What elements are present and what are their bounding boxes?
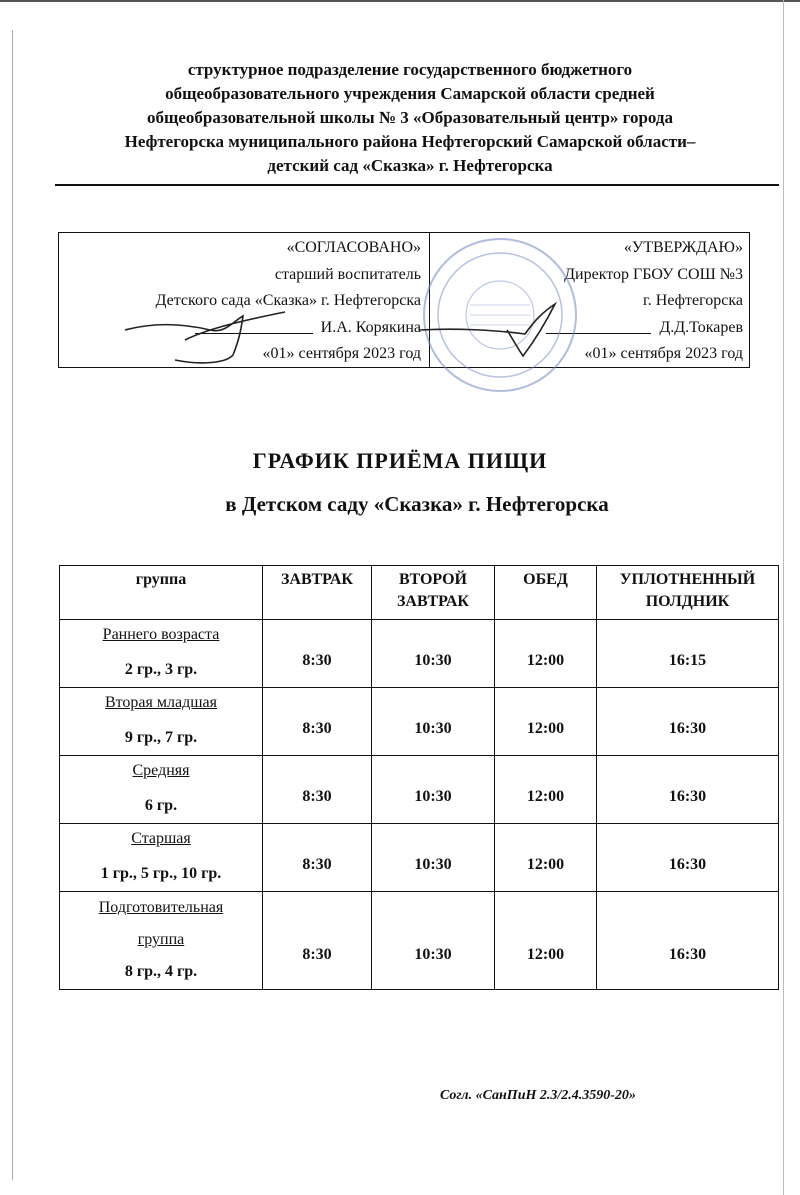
- group-name-line2: группа: [137, 931, 185, 948]
- approved-date: «01» сентября 2023 год: [584, 345, 743, 362]
- group-cell: [60, 620, 263, 688]
- approved-position: Директор ГБОУ СОШ №3: [564, 265, 743, 283]
- snack-cell: [597, 892, 779, 990]
- header-line: структурное подразделение государственного бюджетного: [187, 60, 633, 79]
- breakfast-cell: [263, 756, 372, 824]
- second-breakfast-cell: [372, 688, 495, 756]
- agreed-name: И.А. Корякина: [320, 318, 421, 336]
- snack-cell: [597, 824, 779, 892]
- snack-time: 16:30: [668, 720, 707, 737]
- breakfast-cell: [263, 892, 372, 990]
- scan-edge-left: [12, 30, 13, 1180]
- second-breakfast-time: 10:30: [414, 946, 452, 963]
- document-title: ГРАФИК ПРИЁМА ПИЩИ: [252, 448, 548, 473]
- breakfast-time: 8:30: [302, 720, 332, 737]
- agreed-date: «01» сентября 2023 год: [262, 345, 421, 362]
- breakfast-cell: [263, 620, 372, 688]
- agreed-column: [61, 235, 421, 368]
- snack-cell: [597, 688, 779, 756]
- second-breakfast-time: 10:30: [414, 856, 452, 873]
- column-header-group: группа: [60, 566, 263, 620]
- column-header-lunch: ОБЕД: [495, 566, 597, 620]
- sanpin-note: Согл. «СанПиН 2.3/2.4.3590-20»: [440, 1088, 636, 1103]
- signature-line: [546, 317, 651, 334]
- agreed-signature-row: [61, 315, 421, 342]
- header-line: общеобразовательного учреждения Самарской области средней: [165, 84, 655, 103]
- group-cell: [60, 688, 263, 756]
- breakfast-cell: [263, 688, 372, 756]
- approval-divider: [429, 233, 430, 367]
- group-cell: [60, 824, 263, 892]
- lunch-cell: [495, 688, 597, 756]
- group-name: Раннего возраста: [102, 626, 220, 643]
- column-header-snack: УПЛОТНЕННЫЙ ПОЛДНИК: [597, 566, 779, 620]
- snack-time: 16:15: [668, 652, 707, 669]
- group-name: Средняя: [132, 762, 190, 779]
- second-breakfast-cell: [372, 824, 495, 892]
- group-cell: [60, 756, 263, 824]
- column-header-second-breakfast: ВТОРОЙ ЗАВТРАК: [372, 566, 495, 620]
- group-numbers: 8 гр., 4 гр.: [124, 963, 198, 980]
- lunch-time: 12:00: [526, 720, 565, 737]
- second-breakfast-time: 10:30: [414, 652, 452, 669]
- breakfast-time: 8:30: [302, 856, 332, 873]
- group-cell: [60, 892, 263, 990]
- snack-cell: [597, 756, 779, 824]
- group-numbers: 9 гр., 7 гр.: [124, 729, 198, 746]
- lunch-time: 12:00: [526, 788, 565, 805]
- group-numbers: 1 гр., 5 гр., 10 гр.: [100, 865, 222, 882]
- table-row: [60, 620, 779, 688]
- approved-name: Д.Д.Токарев: [659, 318, 743, 336]
- snack-cell: [597, 620, 779, 688]
- breakfast-time: 8:30: [302, 788, 332, 805]
- approved-org: г. Нефтегорска: [643, 292, 743, 309]
- lunch-cell: [495, 756, 597, 824]
- table-row: [60, 824, 779, 892]
- group-numbers: 2 гр., 3 гр.: [124, 661, 198, 678]
- snack-time: 16:30: [668, 946, 707, 963]
- table-row: [60, 756, 779, 824]
- organization-header: [40, 58, 780, 178]
- header-divider: [55, 184, 779, 186]
- table-row: [60, 892, 779, 990]
- lunch-cell: [495, 892, 597, 990]
- group-name: Вторая младшая: [104, 694, 218, 711]
- scan-edge-right: [783, 0, 784, 1195]
- signature-line: [195, 317, 313, 334]
- approved-heading: «УТВЕРЖДАЮ»: [623, 239, 743, 256]
- approval-block: [58, 232, 750, 368]
- approved-signature-row: [433, 315, 743, 342]
- lunch-time: 12:00: [526, 946, 565, 963]
- lunch-cell: [495, 620, 597, 688]
- meal-schedule-table: [59, 565, 779, 990]
- lunch-cell: [495, 824, 597, 892]
- second-breakfast-time: 10:30: [414, 720, 452, 737]
- agreed-heading: «СОГЛАСОВАНО»: [286, 239, 421, 256]
- header-line: общеобразовательной школы № 3 «Образовательный центр» города: [146, 108, 674, 127]
- table-header-row: [60, 566, 779, 620]
- second-breakfast-cell: [372, 620, 495, 688]
- snack-time: 16:30: [668, 856, 707, 873]
- breakfast-time: 8:30: [302, 652, 332, 669]
- scan-edge-top: [0, 0, 800, 2]
- second-breakfast-time: 10:30: [414, 788, 452, 805]
- agreed-position: старший воспитатель: [274, 265, 421, 283]
- header-line: Нефтегорска муниципального района Нефтегорский Самарской области–: [124, 132, 696, 151]
- document-subtitle: в Детском саду «Сказка» г. Нефтегорска: [225, 492, 609, 516]
- second-breakfast-cell: [372, 892, 495, 990]
- column-header-breakfast: ЗАВТРАК: [263, 566, 372, 620]
- agreed-org: Детского сада «Сказка» г. Нефтегорска: [155, 292, 421, 309]
- approved-column: [433, 235, 743, 368]
- group-name: Подготовительная: [98, 899, 224, 916]
- group-numbers: 6 гр.: [144, 797, 178, 814]
- snack-time: 16:30: [668, 788, 707, 805]
- header-line: детский сад «Сказка» г. Нефтегорска: [267, 156, 553, 175]
- group-name: Старшая: [131, 830, 191, 847]
- breakfast-time: 8:30: [302, 946, 332, 963]
- lunch-time: 12:00: [526, 856, 565, 873]
- table-row: [60, 688, 779, 756]
- lunch-time: 12:00: [526, 652, 565, 669]
- second-breakfast-cell: [372, 756, 495, 824]
- breakfast-cell: [263, 824, 372, 892]
